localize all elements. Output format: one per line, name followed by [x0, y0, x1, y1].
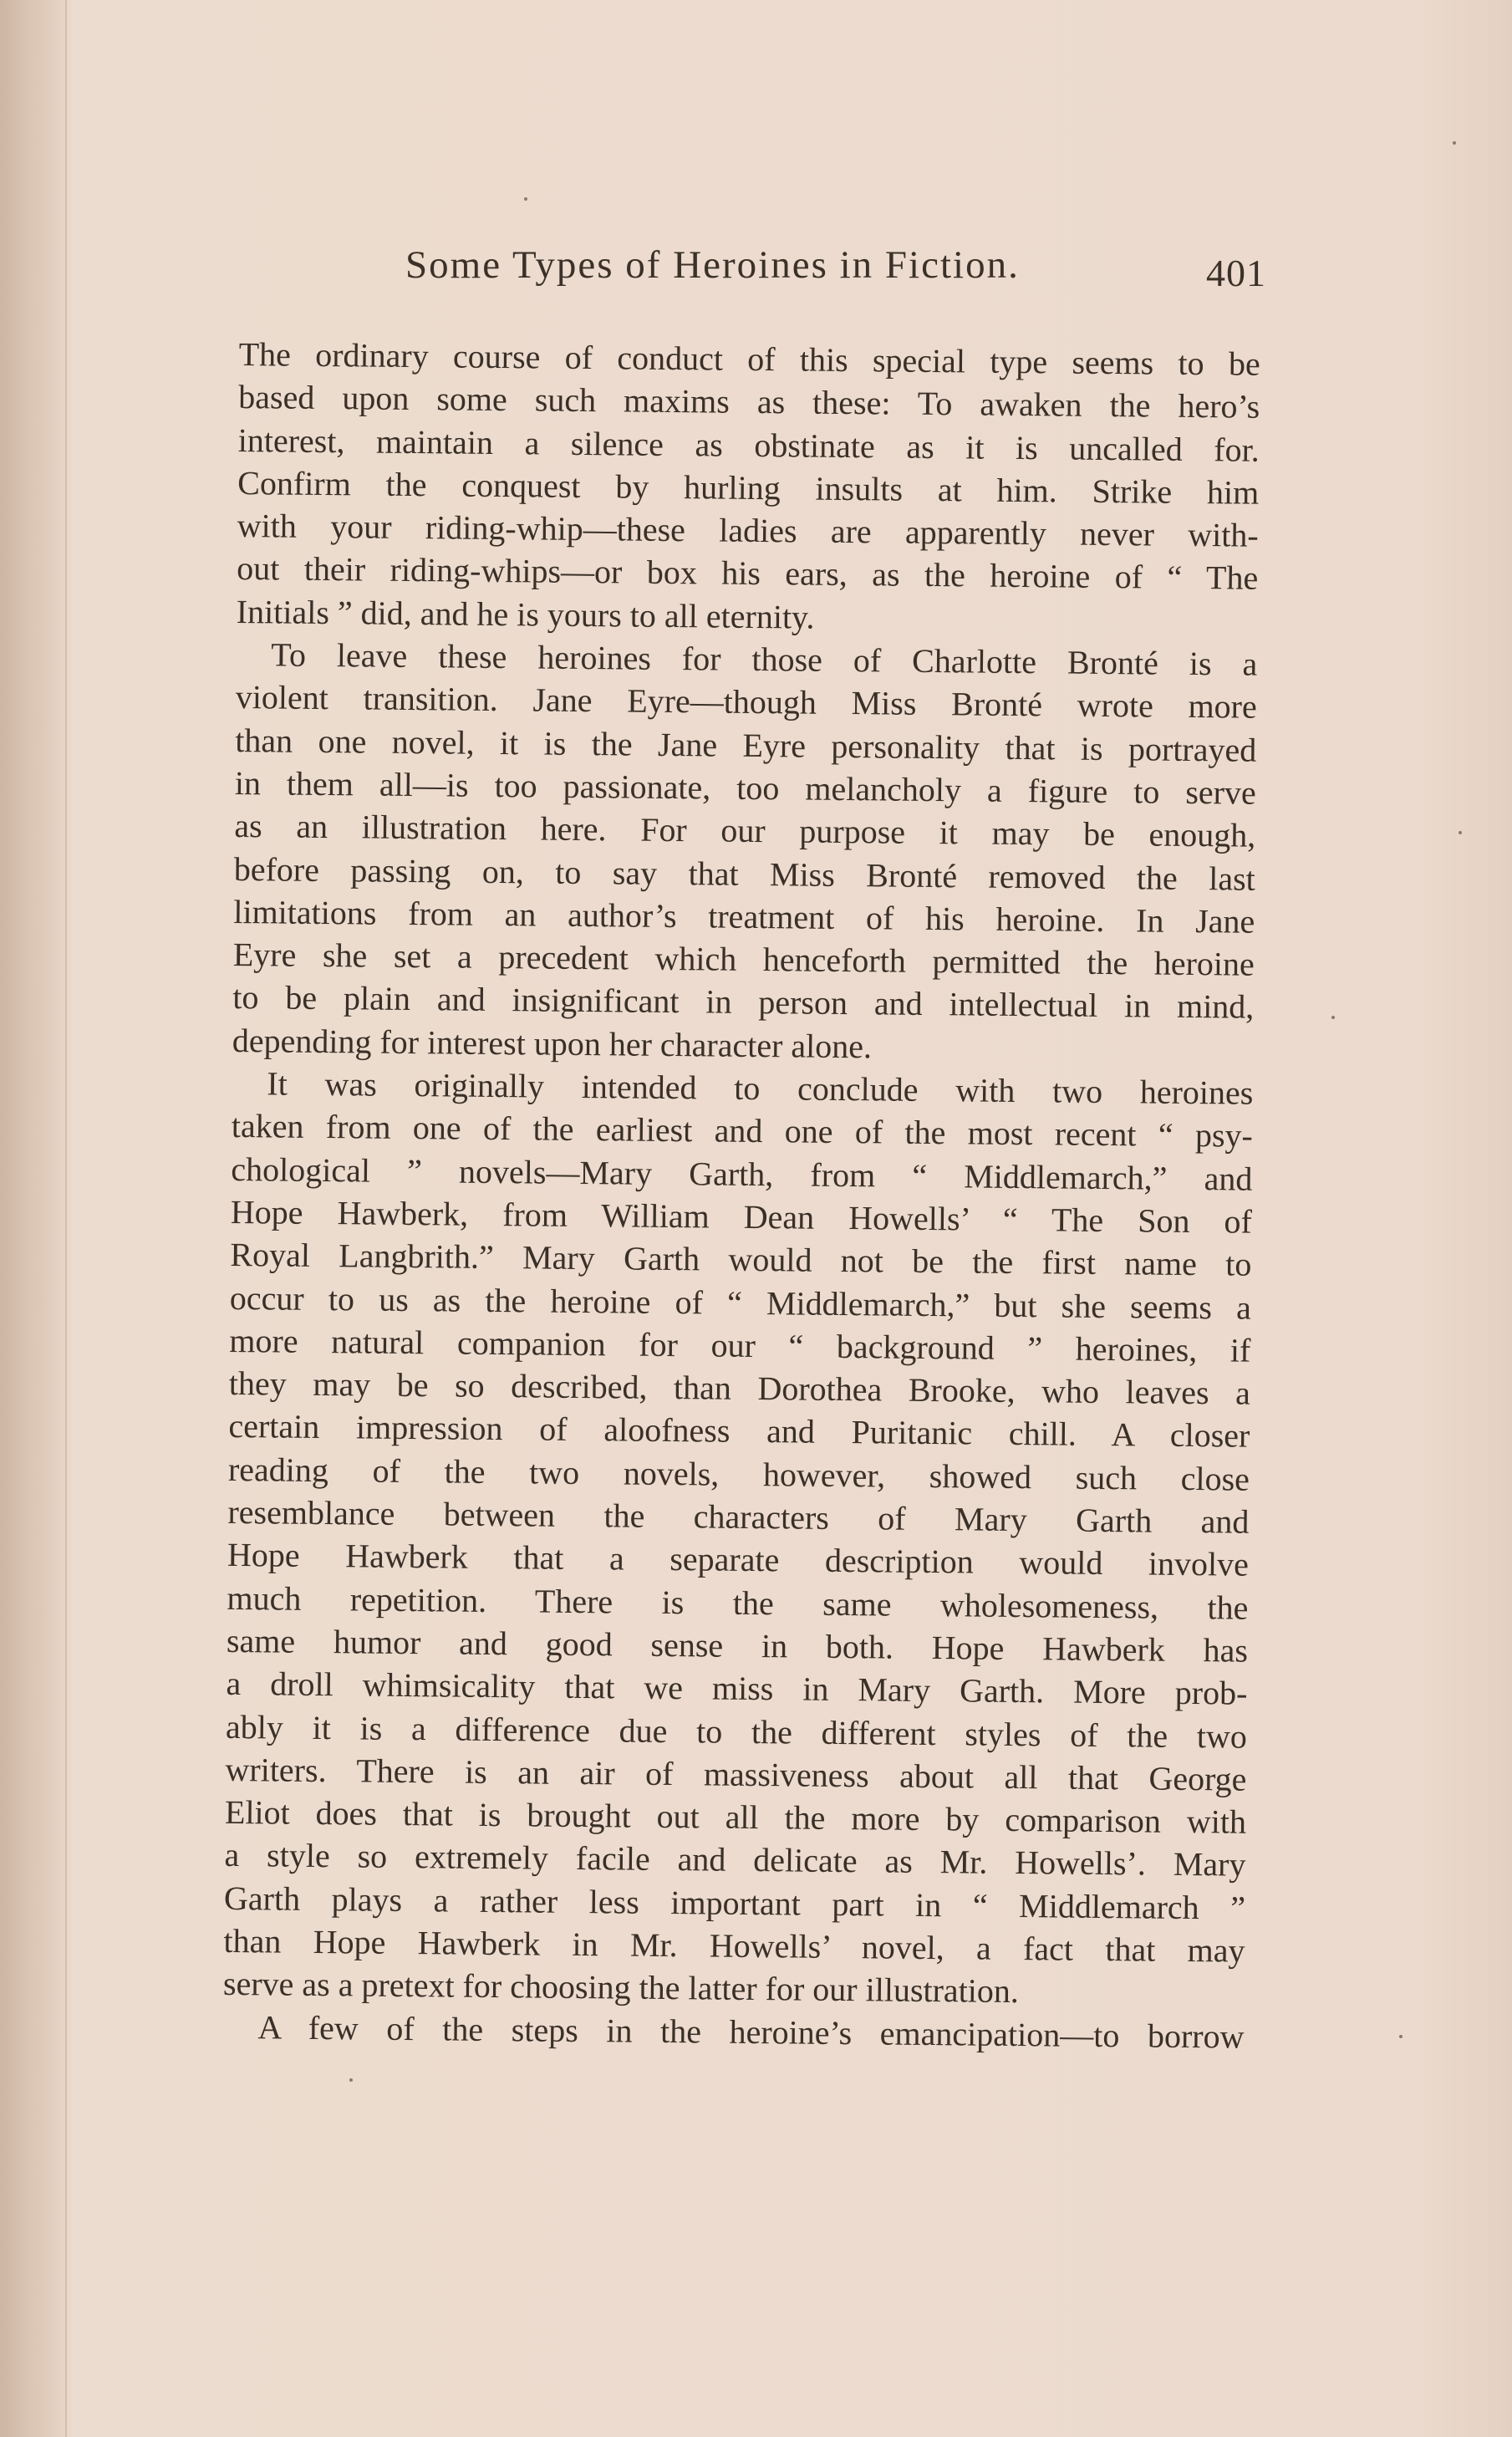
text-line: a droll whimsicality that we miss in Mary Garth. More prob- — [226, 1665, 1248, 1712]
text-line: A few of the steps in the heroine’s emancipation—to borrow — [257, 2007, 1245, 2056]
text-line: more natural companion for our “ background ” heroines, if — [229, 1321, 1251, 1369]
text-line: The ordinary course of conduct of this special type seems to be — [238, 334, 1260, 383]
paper-speck — [1399, 2035, 1403, 2038]
text-line: Eliot does that is brought out all the more by comparison with — [224, 1793, 1247, 1841]
paper-speck — [1453, 141, 1456, 145]
text-line: serve as a pretext for choosing the latter for our illustration. — [222, 1965, 1020, 2011]
text-line: Confirm the conquest by hurling insults at him. Strike him — [237, 463, 1260, 512]
text-line: depending for interest upon her character alone. — [232, 1021, 873, 1066]
text-line: than one novel, it is the Jane Eyre personality that is portrayed — [235, 721, 1257, 769]
text-line: to be plain and insignificant in person and intellectual in mind, — [232, 978, 1255, 1027]
body-text — [222, 333, 1260, 2058]
running-title: Some Types of Heroines in Fiction. — [405, 243, 1020, 287]
text-line: based upon some such maxims as these: To awaken the hero’s — [238, 378, 1260, 426]
text-line: Eyre she set a precedent which henceforth permitted the heroine — [232, 936, 1255, 983]
text-line: with your riding-whip—these ladies are apparently never with- — [237, 507, 1259, 554]
paper-speck — [524, 197, 527, 201]
text-line: interest, maintain a silence as obstinate as it is uncalled for. — [237, 421, 1260, 469]
text-line: they may be so described, than Dorothea Brooke, who leaves a — [228, 1364, 1251, 1412]
text-line: before passing on, to say that Miss Bronté removed the last — [233, 849, 1256, 898]
paper-speck — [1459, 831, 1462, 834]
paper-speck — [349, 2078, 353, 2082]
page-header — [405, 242, 1266, 309]
text-line: than Hope Hawberk in Mr. Howells’ novel, a fact that may — [223, 1921, 1245, 1970]
text-line: Garth plays a rather less important part in “ Middlemarch ” — [223, 1879, 1246, 1927]
text-line: certain impression of aloofness and Puritanic chill. A closer — [228, 1407, 1250, 1456]
text-line: a style so extremely facile and delicate as Mr. Howells’. Mary — [224, 1836, 1246, 1884]
page-gutter-line — [65, 0, 67, 2437]
text-line: violent transition. Jane Eyre—though Miss Bronté wrote more — [235, 678, 1257, 727]
text-line: same humor and good sense in both. Hope Hawberk has — [226, 1621, 1249, 1670]
page-gutter-shadow — [0, 0, 74, 2437]
text-line: out their riding-whips—or box his ears, as the heroine of “ The — [237, 549, 1259, 598]
text-line: limitations from an author’s treatment of his heroine. In Jane — [233, 892, 1255, 941]
text-line: taken from one of the earliest and one of the most recent “ psy- — [231, 1107, 1254, 1155]
text-line: reading of the two novels, however, showed such close — [227, 1450, 1250, 1498]
text-line: occur to us as the heroine of “ Middlemarch,” but she seems a — [229, 1278, 1252, 1327]
page-number: 401 — [1206, 252, 1266, 294]
text-line: Hope Hawberk that a separate description would involve — [227, 1536, 1250, 1583]
text-line: chological ” novels—Mary Garth, from “ Middlemarch,” and — [231, 1150, 1253, 1198]
text-line: writers. There is an air of massiveness about all that George — [225, 1750, 1247, 1798]
text-line: It was originally intended to conclude with two heroines — [267, 1064, 1254, 1112]
text-line: resemblance between the characters of Mary Garth and — [227, 1492, 1250, 1541]
text-line: Initials ” did, and he is yours to all eternity. — [236, 592, 815, 636]
text-line: Royal Langbrith.” Mary Garth would not be the first name to — [230, 1236, 1252, 1283]
text-line: Hope Hawberk, from William Dean Howells’ “ The Son of — [230, 1192, 1253, 1241]
text-line: much repetition. There is the same wholesomeness, the — [227, 1578, 1249, 1627]
text-line: as an illustration here. For our purpose it may be enough, — [234, 807, 1256, 854]
paper-speck — [1331, 1016, 1335, 1019]
text-line: To leave these heroines for those of Charlotte Bronté is a — [271, 635, 1258, 683]
text-line: in them all—is too passionate, too melancholy a figure to serve — [234, 763, 1256, 812]
text-line: ably it is a difference due to the different styles of the two — [225, 1707, 1248, 1756]
